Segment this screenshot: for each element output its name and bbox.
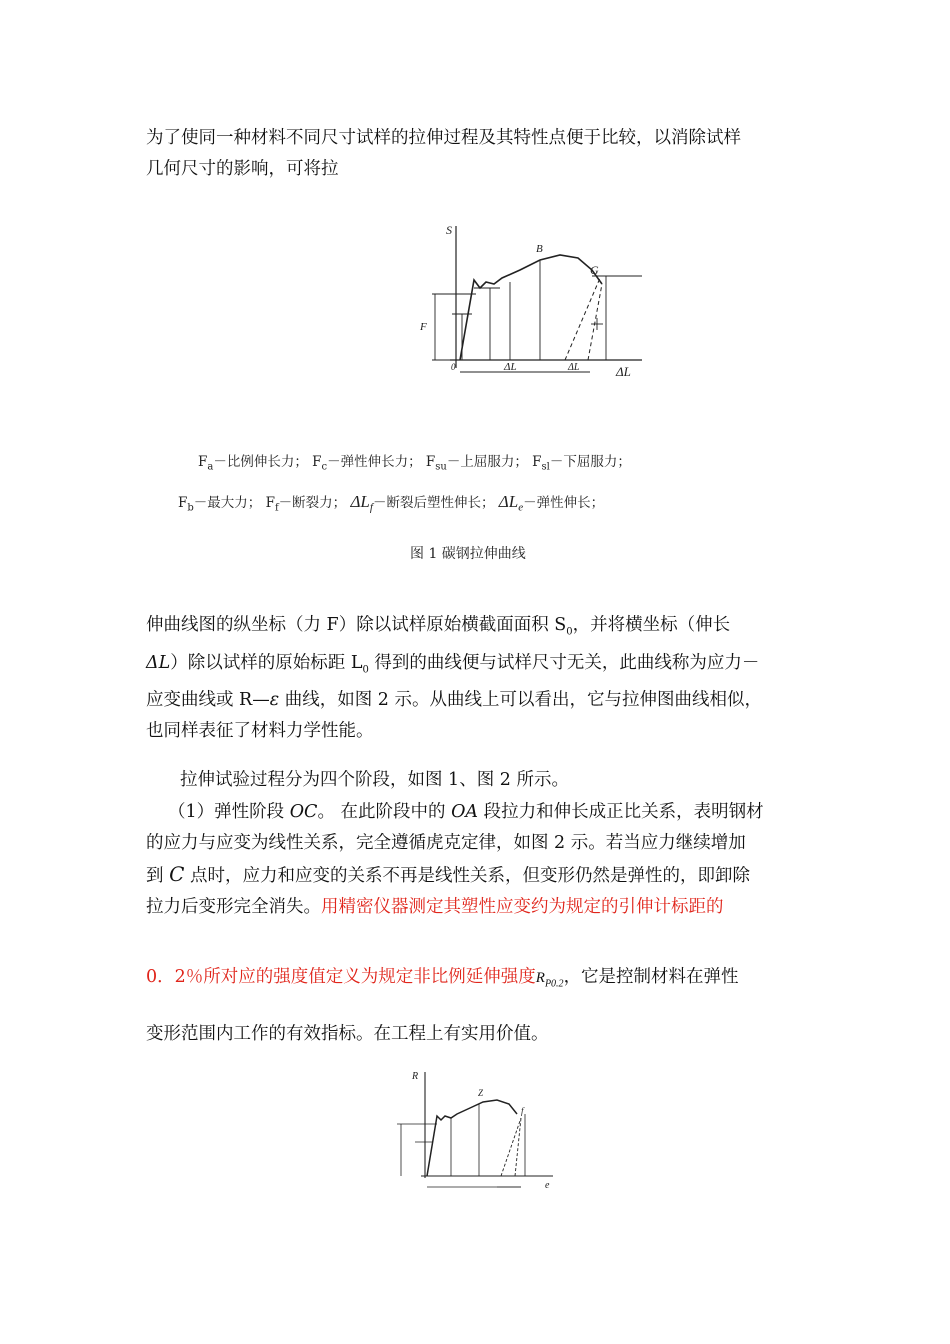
y-axis-label: R <box>412 1071 419 1082</box>
peak-label: B <box>536 243 543 255</box>
paragraph-elastic-stage-cont: 0．2％所对应的强度值定义为规定非比例延伸强度$R_{P0.2}$，它是控制材料在弹性 <box>146 967 739 990</box>
figure-tensile-curve <box>410 218 650 383</box>
origin-label: 0 <box>451 362 456 372</box>
paragraph-stress-strain: 伸曲线图的纵坐标（力 F）除以试样原始横截面面积 $S_0$，并将横坐标（伸长 ΔL）除以试样的原始标距 $L_0$ 得到的曲线便与试样尺寸无关，此曲线称为应力－ 应变曲线或 R—ε 曲线，如图 2 示。从曲线上可以看出，它与拉伸图曲线相似， 也同样表征了材料力学性能。 <box>146 615 762 741</box>
paragraph-stages: 拉伸试验过程分为四个阶段，如图 1、图 2 所示。 <box>180 770 569 790</box>
fracture-label: f <box>521 1106 524 1116</box>
figure1-legend-line2: $F_b-$最大力； $F_f-$断裂力； $\Delta L_f-$断裂后塑性伸长； $\Delta L_e-$弹性伸长； <box>178 492 605 514</box>
paragraph-elastic-stage: （1）弹性阶段 OC。 在此阶段中的 OA 段拉力和伸长成正比关系，表明钢材 的应力与应变为线性关系，完全遵循虎克定律，如图 2 示。若当应力继续增加 到 C 点时，应力和应变的关系不再是线性关系，但变形仍然是弹性的，即卸除 拉力后变形完全消失。用精密仪器测定其塑性应变约为规定的引伸计标距的 <box>146 802 764 917</box>
dl-e-label: ΔL <box>568 362 580 373</box>
y-axis-label: S <box>446 223 452 237</box>
figure-stress-strain-curve <box>375 1066 570 1196</box>
left-force-label: F <box>420 321 427 333</box>
paragraph-intro: 为了使同一种材料不同尺寸试样的拉伸过程及其特性点便于比较，以消除试样 几何尺寸的影响，可将拉 <box>146 128 741 179</box>
x-axis-label: ΔL <box>616 364 631 379</box>
figure1-caption: 图 1 碳钢拉伸曲线 <box>410 546 526 562</box>
paragraph-elastic-stage-end: 变形范围内工作的有效指标。在工程上有实用价值。 <box>146 1024 549 1044</box>
tensile-curve <box>460 255 602 360</box>
dl-f-label: ΔL <box>504 361 517 373</box>
peak-label: Z <box>478 1088 484 1098</box>
fracture-label: G <box>590 263 599 277</box>
x-axis-label: e <box>545 1180 550 1191</box>
stress-strain-curve <box>427 1100 517 1176</box>
figure1-legend-line1: $F_a-$比例伸长力； $F_c-$弹性伸长力； $F_{su}-$上屈服力； $F_{sl}-$下屈服力； <box>198 454 631 473</box>
